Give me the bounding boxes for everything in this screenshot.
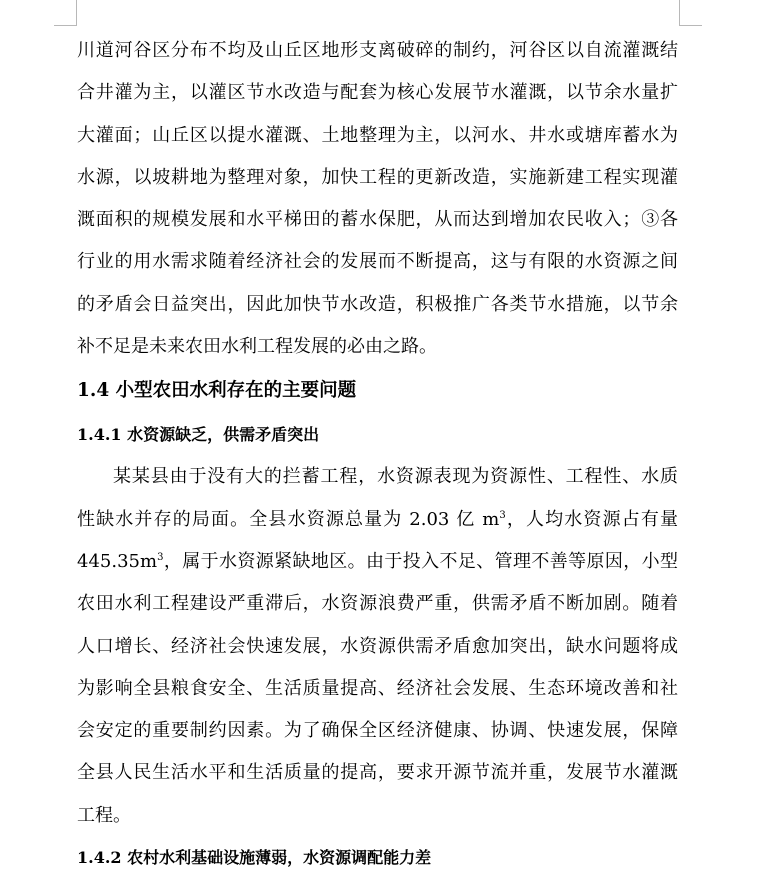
text-line: 会安定的重要制约因素。为了确保全区经济健康、协调、快速发展，保障 bbox=[77, 720, 678, 742]
text-line: 川道河谷区分布不均及山丘区地形支离破碎的制约，河谷区以自流灌溉结 bbox=[77, 40, 678, 61]
text-line: 补不足是未来农田水利工程发展的必由之路。 bbox=[77, 336, 437, 358]
text-line: 大灌面；山丘区以提水灌溉、土地整理为主，以河水、井水或塘库蓄水为 bbox=[77, 124, 678, 146]
text-run: ，属于水资源紧缺地区。由于投入不足、管理不善等原因，小型 bbox=[163, 550, 678, 572]
paragraph-water-shortage bbox=[77, 456, 678, 837]
text-line: 的矛盾会日益突出，因此加快节水改造，积极推广各类节水措施，以节余 bbox=[77, 293, 678, 315]
text-line: 行业的用水需求随着经济社会的发展而不断提高，这与有限的水资源之间 bbox=[77, 251, 678, 273]
text-line: 合井灌为主，以灌区节水改造与配套为核心发展节水灌溉，以节余水量扩 bbox=[77, 82, 678, 104]
document-body[interactable] bbox=[77, 30, 678, 879]
text-run: ，人均水资源占有量 bbox=[505, 508, 678, 530]
text-line: 农田水利工程建设严重滞后，水资源浪费严重，供需矛盾不断加剧。随着 bbox=[77, 593, 678, 615]
text-run: 445.35m bbox=[77, 550, 158, 572]
section-heading-1-4-2: 1.4.2 农村水利基础设施薄弱，水资源调配能力差 bbox=[77, 848, 432, 868]
paragraph-continuation bbox=[77, 30, 678, 368]
section-heading-1-4-1: 1.4.1 水资源缺乏，供需矛盾突出 bbox=[77, 425, 320, 445]
text-line: 溉面积的规模发展和水平梯田的蓄水保肥，从而达到增加农民收入；③各 bbox=[77, 209, 678, 231]
text-line bbox=[77, 541, 678, 583]
superscript: 3 bbox=[157, 551, 164, 563]
text-line bbox=[77, 499, 678, 541]
text-line: 全县人民生活水平和生活质量的提高，要求开源节流并重，发展节水灌溉 bbox=[77, 762, 678, 784]
text-run: 性缺水并存的局面。全县水资源总量为 2.03 亿 m bbox=[77, 508, 500, 530]
text-line: 水源，以坡耕地为整理对象，加快工程的更新改造，实施新建工程实现灌 bbox=[77, 166, 678, 188]
text-line: 某某县由于没有大的拦蓄工程，水资源表现为资源性、工程性、水质 bbox=[113, 466, 678, 488]
superscript: 3 bbox=[499, 509, 506, 521]
text-line: 人口增长、经济社会快速发展，水资源供需矛盾愈加突出，缺水问题将成 bbox=[77, 635, 678, 657]
text-line: 工程。 bbox=[77, 804, 131, 826]
crop-mark-top-right bbox=[679, 0, 702, 26]
text-line: 为影响全县粮食安全、生活质量提高、经济社会发展、生态环境改善和社 bbox=[77, 677, 678, 699]
crop-mark-top-left bbox=[54, 0, 77, 26]
section-heading-1-4: 1.4 小型农田水利存在的主要问题 bbox=[77, 380, 357, 402]
